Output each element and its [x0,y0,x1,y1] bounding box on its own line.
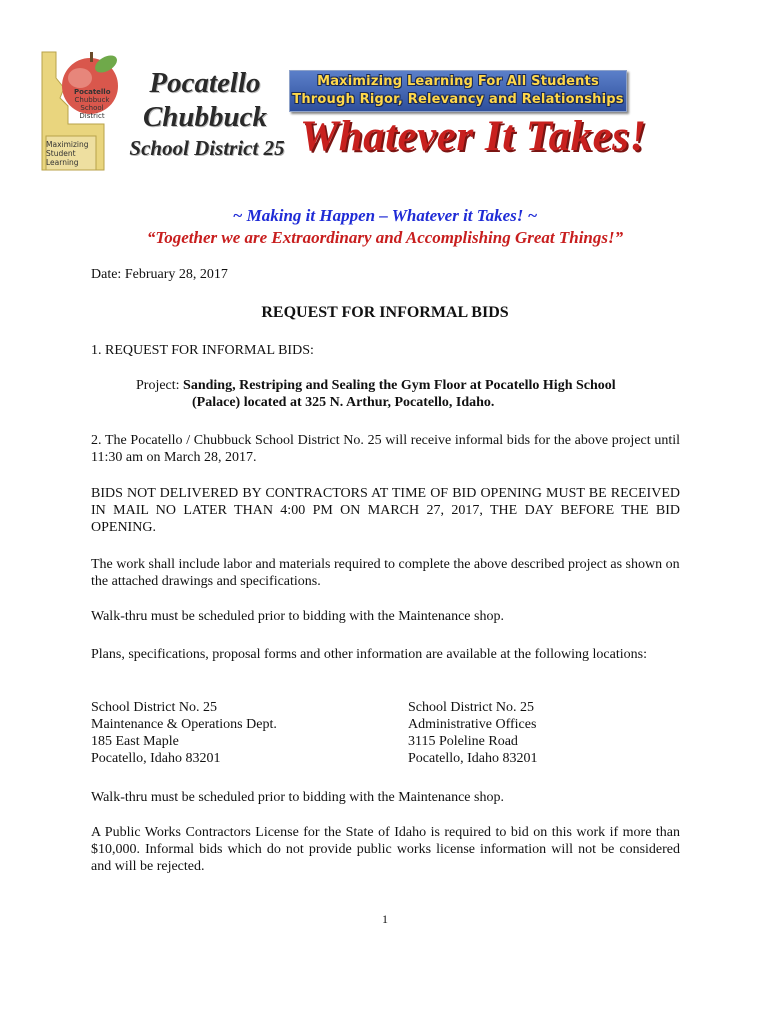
district-name [120,66,290,162]
location-line: Maintenance & Operations Dept. [91,717,277,732]
section-2-paragraph: 2. The Pocatello / Chubbuck School District No. 25 will receive informal bids for the above project until 11:30 am on March 28, 2017. [91,433,680,465]
location-line: Pocatello, Idaho 83201 [408,751,538,766]
section-1-heading: 1. REQUEST FOR INFORMAL BIDS: [91,343,314,358]
district-name-line1: Pocatello [149,67,261,99]
logo-tagline [46,140,96,167]
project-block [136,377,616,411]
logo-line: Pocatello [74,88,111,96]
location-line: Administrative Offices [408,717,537,732]
district-name-line3: School District 25 [129,136,285,160]
banner-line1: Maximizing Learning For All Students [317,74,599,89]
motto-line1: ~ Making it Happen – Whatever it Takes! ~ [232,206,538,225]
district-name-line2: Chubbuck [142,101,268,133]
banner-line2: Through Rigor, Relevancy and Relationships [292,92,624,107]
logo-tagline-line: Student [46,149,76,158]
project-label: Project: [136,378,180,393]
location-line: Pocatello, Idaho 83201 [91,751,221,766]
walkthru-notice: Walk-thru must be scheduled prior to bidding with the Maintenance shop. [91,609,504,624]
logo-tagline-line: Learning [46,158,79,167]
location-maintenance [91,699,277,767]
location-admin [408,699,537,767]
location-line: 185 East Maple [91,734,179,749]
location-line: 3115 Poleline Road [408,734,518,749]
location-line: School District No. 25 [91,700,217,715]
license-paragraph: A Public Works Contractors License for the State of Idaho is required to bid on this work if more than $10,000. Informal bids which do not provide public works license information will not be considered and will be rejected. [91,825,680,874]
logo-line: Chubbuck [74,96,110,104]
walkthru-notice-2: Walk-thru must be scheduled prior to bidding with the Maintenance shop. [91,790,504,805]
project-line2: (Palace) located at 325 N. Arthur, Pocatello, Idaho. [192,395,495,410]
district-logo [34,44,122,174]
motto-line2: “Together we are Extraordinary and Accomplishing Great Things!” [146,228,624,247]
slogan: Whatever It Takes! [300,113,647,160]
location-line: School District No. 25 [408,700,534,715]
logo-name [74,88,110,120]
date-line: Date: February 28, 2017 [91,267,228,282]
mission-banner [289,70,627,112]
page-number: 1 [382,912,388,926]
logo-tagline-line: Maximizing [46,140,89,149]
work-paragraph: The work shall include labor and materials required to complete the above described project as shown on the attached drawings and specifications. [91,557,680,589]
project-line1: Sanding, Restriping and Sealing the Gym Floor at Pocatello High School [183,378,616,393]
bids-notice: BIDS NOT DELIVERED BY CONTRACTORS AT TIME OF BID OPENING MUST BE RECEIVED IN MAIL NO LATER THAN 4:00 PM ON MARCH 27, 2017, THE DAY BEFORE THE BID OPENING. [91,486,680,535]
plans-paragraph: Plans, specifications, proposal forms and other information are available at the following locations: [91,647,647,662]
logo-line: District [79,112,105,120]
document-title: REQUEST FOR INFORMAL BIDS [261,304,509,321]
logo-line: School [80,104,104,112]
